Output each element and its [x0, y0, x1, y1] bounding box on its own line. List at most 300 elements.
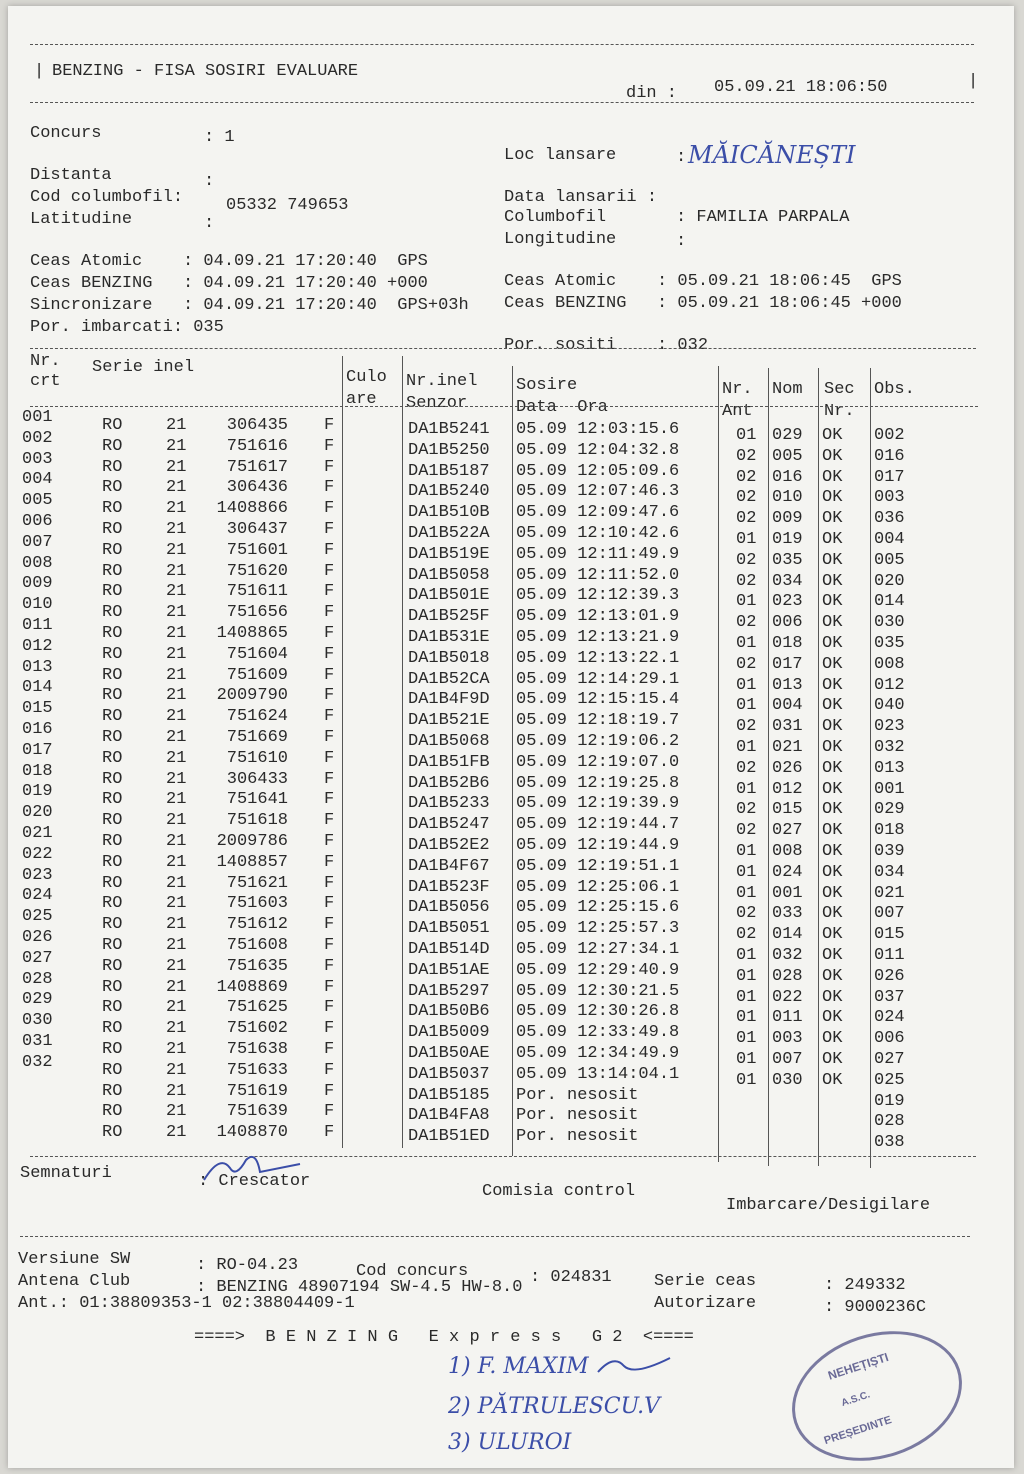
cell-ant: 01 [736, 1070, 757, 1090]
cell-nom: 026 [772, 758, 803, 778]
cell-nom: 008 [772, 842, 803, 861]
cell-sex: F [324, 686, 335, 706]
cell-obs: 013 [874, 758, 905, 778]
cell-sec: OK [822, 446, 843, 466]
cell-senzor: DA1B522A [408, 524, 490, 543]
cell-an: 21 [166, 956, 187, 976]
longitudine-label: Longitudine [504, 230, 617, 249]
cell-sosire: 05.09 12:19:07.0 [516, 752, 680, 772]
cell-an: 21 [166, 1102, 187, 1122]
cell-sex: F [324, 665, 335, 685]
cell-obs: 016 [874, 446, 905, 466]
cell-obs: 012 [874, 675, 905, 695]
cell-sec: OK [822, 862, 843, 882]
cell-inel: 1408865 [216, 624, 288, 643]
col-nr-inel: Nr.inel [406, 372, 478, 391]
cell-nom: 031 [772, 717, 803, 737]
cell-ant: 02 [736, 925, 757, 945]
cell-nom: 012 [772, 779, 803, 799]
cell-sosire: 05.09 12:25:57.3 [516, 919, 680, 939]
cell-inel: 751603 [226, 894, 288, 914]
cell-tara: RO [102, 790, 123, 810]
cell-senzor: DA1B52B6 [408, 773, 490, 793]
cell-crt: 011 [22, 616, 53, 635]
cell-tara: RO [102, 998, 123, 1018]
cell-crt: 009 [22, 574, 53, 594]
cell-crt: 008 [22, 553, 53, 573]
cell-ant: 02 [736, 904, 757, 924]
cell-ant: 02 [736, 717, 757, 737]
cell-sosire: 05.09 12:12:39.3 [516, 586, 680, 606]
cell-crt: 018 [22, 761, 53, 781]
cell-sec: OK [822, 1070, 843, 1090]
cell-sex: F [324, 1081, 335, 1101]
cell-an: 21 [166, 644, 187, 664]
cell-sosire: 05.09 12:19:25.8 [516, 773, 680, 793]
autorizare-label: Autorizare [654, 1294, 757, 1313]
cell-senzor: DA1B510B [408, 503, 490, 523]
cell-nom: 003 [772, 1029, 803, 1049]
cell-crt: 007 [22, 532, 53, 552]
cell-sex: F [324, 832, 335, 851]
cell-inel: 2009786 [216, 832, 288, 851]
cell-an: 21 [166, 894, 187, 914]
cell-inel: 1408866 [216, 499, 288, 519]
header-top-rule [30, 44, 974, 45]
cell-sosire: 05.09 12:19:44.7 [516, 815, 680, 835]
cell-tara: RO [102, 748, 123, 768]
cell-nom: 023 [772, 592, 803, 612]
cell-sec: OK [822, 758, 843, 778]
cell-ant: 01 [736, 966, 757, 986]
cell-an: 21 [166, 1081, 187, 1101]
cell-crt: 022 [22, 844, 53, 864]
cell-nom: 035 [772, 550, 803, 570]
cell-nom: 028 [772, 966, 803, 986]
cell-ant: 01 [736, 426, 757, 445]
cell-senzor: DA1B5247 [408, 815, 490, 835]
cell-obs: 014 [874, 592, 905, 612]
cell-nom: 030 [772, 1070, 803, 1090]
cell-sosire: 05.09 12:07:46.3 [516, 482, 680, 502]
cell-tara: RO [102, 582, 123, 602]
cell-tara: RO [102, 1060, 123, 1080]
cod-concurs-label: Cod concurs [356, 1262, 469, 1281]
cell-ant: 02 [736, 571, 757, 591]
versiune-sw-value: : RO-04.23 [196, 1256, 299, 1275]
cell-inel: 751608 [226, 936, 288, 955]
cell-obs: 005 [874, 550, 905, 570]
cell-tara: RO [102, 561, 123, 581]
cell-an: 21 [166, 811, 187, 831]
cell-sex: F [324, 936, 335, 955]
col-obs: Obs. [874, 380, 915, 399]
cell-obs: 021 [874, 883, 905, 903]
cell-sosire: 05.09 12:13:21.9 [516, 628, 680, 647]
cell-ant: 01 [736, 779, 757, 799]
cell-obs: 035 [874, 634, 905, 653]
ceas-benzing-start: Ceas BENZING : 04.09.21 17:20:40 +000 [30, 274, 428, 293]
sincronizare: Sincronizare : 04.09.21 17:20:40 GPS+03h [30, 296, 469, 315]
cell-ant: 02 [736, 488, 757, 508]
col-nom: Nom [772, 380, 803, 399]
cell-senzor: DA1B5051 [408, 919, 490, 939]
cell-inel: 751621 [226, 873, 288, 893]
cell-sosire: 05.09 12:19:39.9 [516, 794, 680, 814]
cell-inel: 751656 [226, 603, 288, 623]
cell-sec: OK [822, 592, 843, 612]
col-sec-nr: Nr. [824, 402, 855, 421]
loc-lansare-handwritten: MĂICĂNEȘTI [688, 141, 856, 169]
cell-nom: 029 [772, 426, 803, 445]
cell-obs: 039 [874, 842, 905, 861]
cell-sec: OK [822, 1008, 843, 1028]
cell-sex: F [324, 1040, 335, 1059]
arrivals-table [8, 410, 1014, 1170]
cell-senzor: DA1B501E [408, 586, 490, 606]
cell-sex: F [324, 416, 335, 435]
cell-tara: RO [102, 520, 123, 539]
cell-obs: 008 [874, 654, 905, 674]
cell-ant: 02 [736, 509, 757, 529]
cell-senzor: DA1B52CA [408, 669, 490, 689]
stamp-text-middle: A.S.C. [839, 1389, 872, 1410]
cell-sex: F [324, 436, 335, 456]
columbofil-label: Columbofil [504, 208, 607, 227]
cell-tara: RO [102, 478, 123, 498]
cell-sosire: 05.09 12:10:42.6 [516, 524, 680, 543]
cell-an: 21 [166, 832, 187, 851]
header-bar-right: | [968, 72, 979, 91]
cell-an: 21 [166, 1040, 187, 1059]
table-bottom-rule [30, 1156, 976, 1157]
cell-an: 21 [166, 873, 187, 893]
cell-senzor: DA1B519E [408, 544, 490, 564]
signature-1-scribble-icon [594, 1352, 674, 1378]
cell-crt: 031 [22, 1032, 53, 1051]
cell-tara: RO [102, 894, 123, 914]
cell-sec: OK [822, 800, 843, 820]
cell-crt: 019 [22, 782, 53, 802]
cell-nom: 009 [772, 509, 803, 529]
cell-an: 21 [166, 478, 187, 498]
cell-sosire: 05.09 12:15:15.4 [516, 690, 680, 710]
cell-tara: RO [102, 499, 123, 519]
table-row [8, 1081, 1014, 1111]
cell-an: 21 [166, 1123, 187, 1143]
ceas-benzing-end: Ceas BENZING : 05.09.21 18:06:45 +000 [504, 294, 902, 313]
cell-inel: 751604 [226, 644, 288, 664]
cell-nom: 034 [772, 571, 803, 591]
cell-obs: 026 [874, 966, 905, 986]
cell-sosire: 05.09 12:03:15.6 [516, 420, 680, 439]
cell-sec: OK [822, 696, 843, 716]
cell-nom: 024 [772, 862, 803, 882]
cell-sosire: 05.09 12:25:06.1 [516, 877, 680, 897]
cell-crt: 006 [22, 512, 53, 531]
cell-sex: F [324, 998, 335, 1018]
cell-senzor: DA1B5297 [408, 981, 490, 1001]
autorizare-value: : 9000236C [824, 1298, 927, 1317]
cell-senzor: DA1B50AE [408, 1044, 490, 1063]
cell-nom: 015 [772, 800, 803, 820]
cell-sex: F [324, 790, 335, 810]
cell-senzor: DA1B4FA8 [408, 1106, 490, 1126]
cell-ant: 01 [736, 1029, 757, 1049]
cell-tara: RO [102, 936, 123, 955]
cell-senzor: DA1B51ED [408, 1127, 490, 1147]
cell-obs: 027 [874, 1050, 905, 1069]
cell-sex: F [324, 603, 335, 623]
semnaturi-label: Semnaturi [20, 1164, 112, 1183]
cell-sosire: 05.09 12:19:06.2 [516, 732, 680, 751]
cell-crt: 004 [22, 470, 53, 490]
cell-senzor: DA1B531E [408, 628, 490, 647]
cell-ant: 02 [736, 800, 757, 820]
cell-an: 21 [166, 540, 187, 560]
cell-tara: RO [102, 540, 123, 560]
antenna-ids: Ant.: 01:38809353-1 02:38804409-1 [18, 1294, 355, 1313]
cell-sex: F [324, 1102, 335, 1122]
header-bottom-rule [30, 102, 974, 103]
document-sheet [8, 6, 1014, 1468]
cell-sex: F [324, 478, 335, 498]
cell-crt: 001 [22, 408, 53, 427]
cell-an: 21 [166, 790, 187, 810]
cell-obs: 002 [874, 426, 905, 445]
antena-club-label: Antena Club [18, 1272, 131, 1291]
columbofil-value: : FAMILIA PARPALA [676, 208, 850, 227]
cell-tara: RO [102, 644, 123, 664]
distanta-value: : [204, 172, 215, 191]
cell-sosire: 05.09 12:34:49.9 [516, 1044, 680, 1063]
cell-tara: RO [102, 707, 123, 727]
cell-inel: 751602 [226, 1019, 288, 1039]
cell-tara: RO [102, 832, 123, 851]
longitudine-value: : [676, 232, 687, 251]
cell-ant: 02 [736, 654, 757, 674]
loc-lansare-label: Loc lansare [504, 146, 617, 165]
porumbei-sositi: Por. sositi : 032 [504, 336, 709, 355]
cell-tara: RO [102, 977, 123, 997]
date-label: din : [626, 84, 678, 103]
cell-senzor: DA1B5233 [408, 794, 490, 814]
cell-nom: 022 [772, 987, 803, 1007]
col-serie-inel: Serie inel [92, 358, 195, 377]
cell-crt: 013 [22, 657, 53, 677]
cell-crt: 032 [22, 1052, 53, 1072]
cell-sex: F [324, 644, 335, 664]
cell-tara: RO [102, 873, 123, 893]
cell-inel: 751601 [226, 540, 288, 560]
cell-sec: OK [822, 946, 843, 965]
cod-columbofil-label: Cod columbofil: [30, 188, 184, 207]
cell-sec: OK [822, 821, 843, 841]
porumbei-imbarcati: Por. imbarcati: 035 [30, 318, 224, 337]
cell-senzor: DA1B5068 [408, 732, 490, 751]
cell-ant: 01 [736, 696, 757, 716]
latitudine-label: Latitudine [30, 210, 133, 229]
cell-an: 21 [166, 936, 187, 955]
cell-obs: 001 [874, 779, 905, 799]
cell-obs: 036 [874, 509, 905, 529]
cell-nom: 017 [772, 654, 803, 674]
serie-ceas-label: Serie ceas [654, 1272, 757, 1291]
cell-obs: 007 [874, 904, 905, 924]
serie-ceas-value: : 249332 [824, 1276, 906, 1295]
cell-sec: OK [822, 987, 843, 1007]
cell-inel: 751669 [226, 728, 288, 747]
date-value: 05.09.21 18:06:50 [714, 78, 888, 97]
cell-ant: 01 [736, 592, 757, 612]
cell-tara: RO [102, 852, 123, 872]
cell-sec: OK [822, 904, 843, 924]
cell-tara: RO [102, 665, 123, 685]
col-sosire: Sosire [516, 376, 578, 395]
cell-an: 21 [166, 1060, 187, 1080]
cell-tara: RO [102, 457, 123, 477]
cell-sosire: 05.09 12:13:01.9 [516, 607, 680, 627]
cell-sex: F [324, 540, 335, 560]
cell-obs: 029 [874, 800, 905, 820]
cell-sex: F [324, 707, 335, 727]
cell-sec: OK [822, 613, 843, 633]
cell-senzor: DA1B5037 [408, 1064, 490, 1084]
cell-inel: 306433 [226, 769, 288, 789]
cell-inel: 1408869 [216, 977, 288, 997]
cell-crt: 014 [22, 678, 53, 698]
cell-senzor: DA1B4F9D [408, 690, 490, 710]
cell-sosire: 05.09 12:29:40.9 [516, 960, 680, 980]
cell-sec: OK [822, 675, 843, 695]
cell-obs: 003 [874, 488, 905, 508]
cell-obs: 015 [874, 925, 905, 945]
cell-sosire: 05.09 12:18:19.7 [516, 711, 680, 731]
cell-sosire: 05.09 12:04:32.8 [516, 440, 680, 460]
cell-an: 21 [166, 686, 187, 706]
data-lansarii-label: Data lansarii : [504, 188, 658, 207]
cell-crt: 028 [22, 969, 53, 989]
cell-senzor: DA1B5250 [408, 440, 490, 460]
cell-crt: 010 [22, 595, 53, 615]
cell-sosire: 05.09 12:05:09.6 [516, 461, 680, 481]
table-header-rule [30, 406, 978, 407]
cell-sex: F [324, 769, 335, 789]
cell-nom: 021 [772, 738, 803, 757]
cell-obs: 037 [874, 987, 905, 1007]
cell-sec: OK [822, 883, 843, 903]
cell-sec: OK [822, 1050, 843, 1069]
cell-an: 21 [166, 728, 187, 747]
cell-inel: 751618 [226, 811, 288, 831]
cell-inel: 751625 [226, 998, 288, 1018]
cell-tara: RO [102, 728, 123, 747]
cell-an: 21 [166, 977, 187, 997]
col-senzor: Senzor [406, 394, 468, 413]
cell-inel: 751617 [226, 457, 288, 477]
cell-sex: F [324, 956, 335, 976]
cell-sex: F [324, 1123, 335, 1143]
cell-an: 21 [166, 852, 187, 872]
cell-sosire: 05.09 12:30:26.8 [516, 1002, 680, 1022]
cell-senzor: DA1B5018 [408, 648, 490, 668]
table-top-rule [30, 348, 976, 349]
cell-an: 21 [166, 582, 187, 602]
cell-tara: RO [102, 1040, 123, 1059]
cell-senzor: DA1B521E [408, 711, 490, 731]
cell-nom: 018 [772, 634, 803, 653]
cell-senzor: DA1B514D [408, 940, 490, 959]
cell-ant: 01 [736, 862, 757, 882]
cell-sosire: 05.09 12:27:34.1 [516, 940, 680, 959]
cell-crt: 005 [22, 491, 53, 511]
cell-inel: 751619 [226, 1081, 288, 1101]
cell-nom: 016 [772, 467, 803, 487]
cell-sosire: 05.09 12:25:15.6 [516, 898, 680, 918]
table-row [8, 1102, 1014, 1132]
cell-sec: OK [822, 488, 843, 508]
cell-an: 21 [166, 416, 187, 435]
cell-sex: F [324, 811, 335, 831]
cell-sex: F [324, 728, 335, 747]
cell-senzor: DA1B5241 [408, 420, 490, 439]
cell-sosire: 05.09 12:19:51.1 [516, 856, 680, 876]
cell-sec: OK [822, 654, 843, 674]
col-data-ora: Data Ora [516, 398, 608, 417]
cell-crt: 025 [22, 907, 53, 927]
cell-ant: 02 [736, 758, 757, 778]
distanta-label: Distanta [30, 166, 112, 185]
cell-ant: 02 [736, 821, 757, 841]
cell-sosire: 05.09 12:09:47.6 [516, 503, 680, 523]
cell-ant: 01 [736, 842, 757, 861]
table-row [8, 1123, 1014, 1153]
col-ant: Ant [722, 402, 753, 421]
cell-inel: 751616 [226, 436, 288, 456]
cell-crt: 016 [22, 720, 53, 739]
cell-ant: 01 [736, 530, 757, 549]
cell-sex: F [324, 915, 335, 935]
cell-obs: 030 [874, 613, 905, 633]
cell-tara: RO [102, 956, 123, 976]
cell-an: 21 [166, 748, 187, 768]
cell-nom: 033 [772, 904, 803, 924]
cell-tara: RO [102, 915, 123, 935]
cell-sex: F [324, 561, 335, 581]
cell-tara: RO [102, 1081, 123, 1101]
cell-sec: OK [822, 467, 843, 487]
cell-senzor: DA1B51AE [408, 960, 490, 980]
cell-sec: OK [822, 842, 843, 861]
cell-sosire: 05.09 12:11:49.9 [516, 544, 680, 564]
concurs-value: : 1 [204, 128, 235, 147]
crescator-label: : Crescator [198, 1172, 311, 1191]
document-title: BENZING - FISA SOSIRI EVALUARE [52, 62, 359, 81]
cell-ant: 01 [736, 675, 757, 695]
cell-obs: 040 [874, 696, 905, 716]
cell-tara: RO [102, 603, 123, 623]
cell-obs: 011 [874, 946, 905, 965]
col-sec: Sec [824, 380, 855, 399]
col-are: are [346, 390, 377, 409]
cell-sec: OK [822, 550, 843, 570]
cell-obs: 025 [874, 1070, 905, 1090]
cell-nom: 014 [772, 925, 803, 945]
cell-nom: 019 [772, 530, 803, 549]
signature-3: 3) ULUROI [448, 1430, 572, 1455]
signature-1: 1) F. MAXIM [448, 1354, 589, 1379]
cell-crt: 024 [22, 886, 53, 906]
